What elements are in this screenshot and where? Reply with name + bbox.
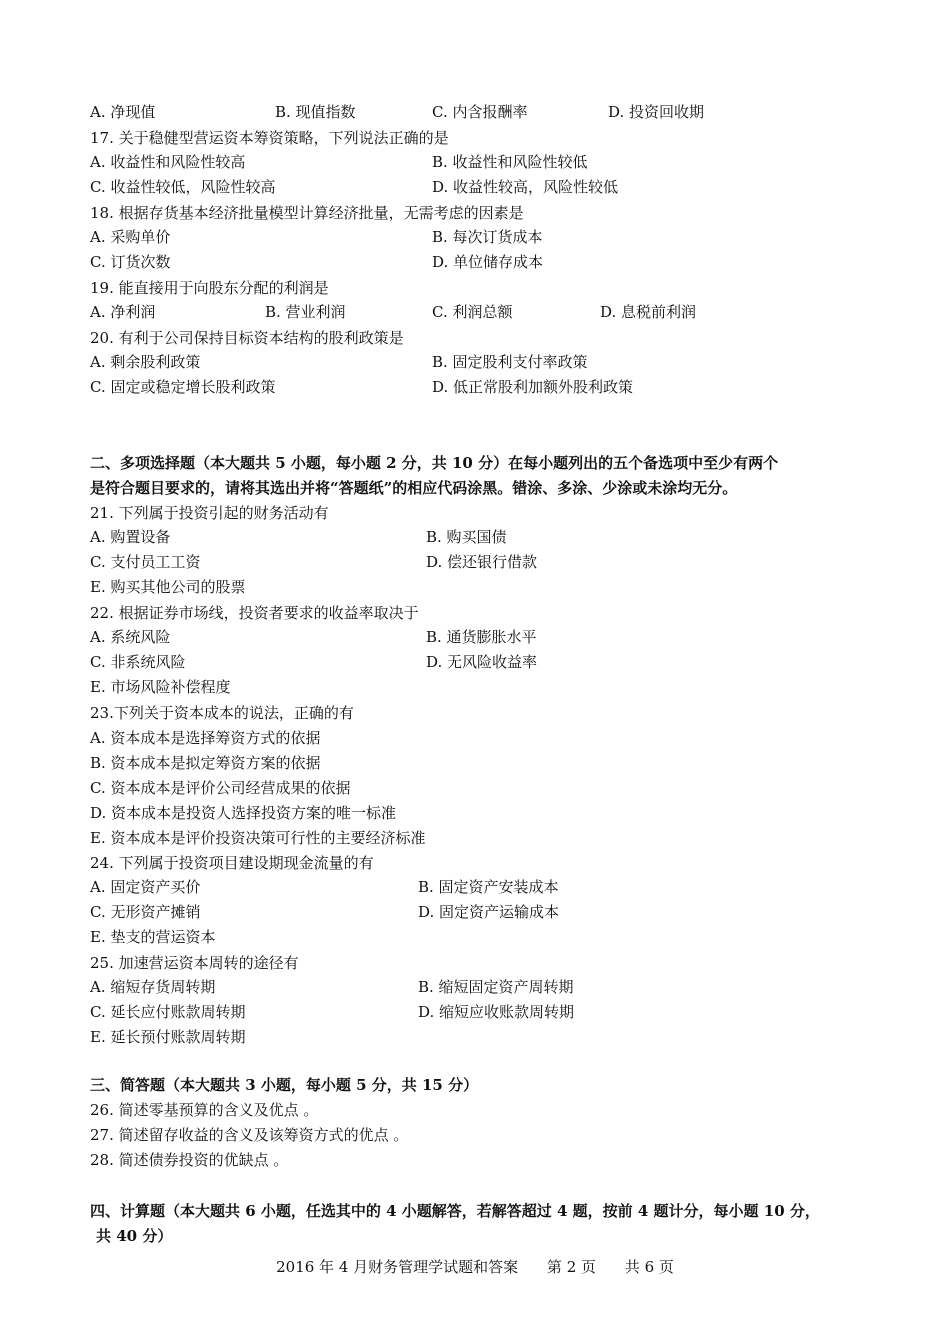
- section4-heading-line2: 共 40 分）: [96, 1227, 173, 1245]
- q25-stem: 25. 加速营运资本周转的途径有: [90, 954, 299, 972]
- q21-option-c: C. 支付员工工资: [90, 553, 201, 571]
- section3-heading: 三、简答题（本大题共 3 小题，每小题 5 分，共 15 分）: [90, 1076, 479, 1094]
- q17-option-a: A. 收益性和风险性较高: [90, 153, 246, 171]
- q22-option-e: E. 市场风险补偿程度: [90, 678, 231, 696]
- q25-option-c: C. 延长应付账款周转期: [90, 1003, 246, 1021]
- q16-option-a: A. 净现值: [90, 103, 156, 121]
- footer-total-pages: 共 6 页: [624, 1258, 674, 1276]
- q23-option-e: E. 资本成本是评价投资决策可行性的主要经济标准: [90, 829, 426, 847]
- section4-heading-line1: 四、计算题（本大题共 6 小题，任选其中的 4 小题解答，若解答超过 4 题，按前 4 题计分，每小题 10 分，: [90, 1202, 820, 1220]
- q24-option-d: D. 固定资产运输成本: [418, 903, 560, 921]
- q17-option-b: B. 收益性和风险性较低: [432, 153, 588, 171]
- q24-stem: 24. 下列属于投资项目建设期现金流量的有: [90, 854, 374, 872]
- q19-option-b: B. 营业利润: [265, 303, 346, 321]
- q23-option-d: D. 资本成本是投资人选择投资方案的唯一标准: [90, 804, 397, 822]
- q25-option-b: B. 缩短固定资产周转期: [418, 978, 574, 996]
- q23-option-a: A. 资本成本是选择筹资方式的依据: [90, 729, 321, 747]
- q25-option-d: D. 缩短应收账款周转期: [418, 1003, 575, 1021]
- q23-stem: 23.下列关于资本成本的说法，正确的有: [90, 704, 354, 722]
- page-footer: [0, 1256, 950, 1277]
- q22-option-a: A. 系统风险: [90, 628, 171, 646]
- q17-option-c: C. 收益性较低，风险性较高: [90, 178, 276, 196]
- q18-stem: 18. 根据存货基本经济批量模型计算经济批量，无需考虑的因素是: [90, 204, 524, 222]
- q17-option-d: D. 收益性较高，风险性较低: [432, 178, 619, 196]
- q25-option-e: E. 延长预付账款周转期: [90, 1028, 246, 1046]
- section2-heading-line2: 是符合题目要求的，请将其选出并将“答题纸”的相应代码涂黑。错涂、多涂、少涂或未涂均无分。: [90, 479, 738, 497]
- q24-option-e: E. 垫支的营运资本: [90, 928, 216, 946]
- q16-option-b: B. 现值指数: [275, 103, 356, 121]
- q20-option-b: B. 固定股利支付率政策: [432, 353, 588, 371]
- q22-option-d: D. 无风险收益率: [426, 653, 538, 671]
- q16-option-c: C. 内含报酬率: [432, 103, 528, 121]
- section2-heading-line1: 二、多项选择题（本大题共 5 小题，每小题 2 分，共 10 分）在每小题列出的五个备选项中至少有两个: [90, 454, 779, 472]
- q18-option-c: C. 订货次数: [90, 253, 171, 271]
- q21-stem: 21. 下列属于投资引起的财务活动有: [90, 504, 329, 522]
- q18-option-d: D. 单位储存成本: [432, 253, 544, 271]
- q19-option-c: C. 利润总额: [432, 303, 513, 321]
- q20-option-a: A. 剩余股利政策: [90, 353, 201, 371]
- q16-option-d: D. 投资回收期: [608, 103, 705, 121]
- q23-option-b: B. 资本成本是拟定筹资方案的依据: [90, 754, 321, 772]
- q20-option-c: C. 固定或稳定增长股利政策: [90, 378, 276, 396]
- q19-option-a: A. 净利润: [90, 303, 156, 321]
- footer-page-number: 第 2 页: [546, 1258, 597, 1276]
- q24-option-b: B. 固定资产安装成本: [418, 878, 559, 896]
- q28-item: 28. 简述债券投资的优缺点 。: [90, 1151, 289, 1169]
- q22-option-b: B. 通货膨胀水平: [426, 628, 537, 646]
- q22-stem: 22. 根据证券市场线，投资者要求的收益率取决于: [90, 604, 419, 622]
- q18-option-a: A. 采购单价: [90, 228, 171, 246]
- q22-option-c: C. 非系统风险: [90, 653, 186, 671]
- q19-option-d: D. 息税前利润: [600, 303, 697, 321]
- q21-option-d: D. 偿还银行借款: [426, 553, 538, 571]
- q25-option-a: A. 缩短存货周转期: [90, 978, 216, 996]
- q18-option-b: B. 每次订货成本: [432, 228, 543, 246]
- q21-option-a: A. 购置设备: [90, 528, 171, 546]
- q20-option-d: D. 低正常股利加额外股利政策: [432, 378, 634, 396]
- q24-option-c: C. 无形资产摊销: [90, 903, 201, 921]
- footer-title: 2016 年 4 月财务管理学试题和答案: [276, 1258, 519, 1276]
- q27-item: 27. 简述留存收益的含义及该筹资方式的优点 。: [90, 1126, 409, 1144]
- q21-option-b: B. 购买国债: [426, 528, 507, 546]
- q17-stem: 17. 关于稳健型营运资本筹资策略，下列说法正确的是: [90, 129, 449, 147]
- q23-option-c: C. 资本成本是评价公司经营成果的依据: [90, 779, 351, 797]
- q19-stem: 19. 能直接用于向股东分配的利润是: [90, 279, 329, 297]
- q26-item: 26. 简述零基预算的含义及优点 。: [90, 1101, 319, 1119]
- q20-stem: 20. 有利于公司保持目标资本结构的股利政策是: [90, 329, 404, 347]
- q21-option-e: E. 购买其他公司的股票: [90, 578, 246, 596]
- q24-option-a: A. 固定资产买价: [90, 878, 201, 896]
